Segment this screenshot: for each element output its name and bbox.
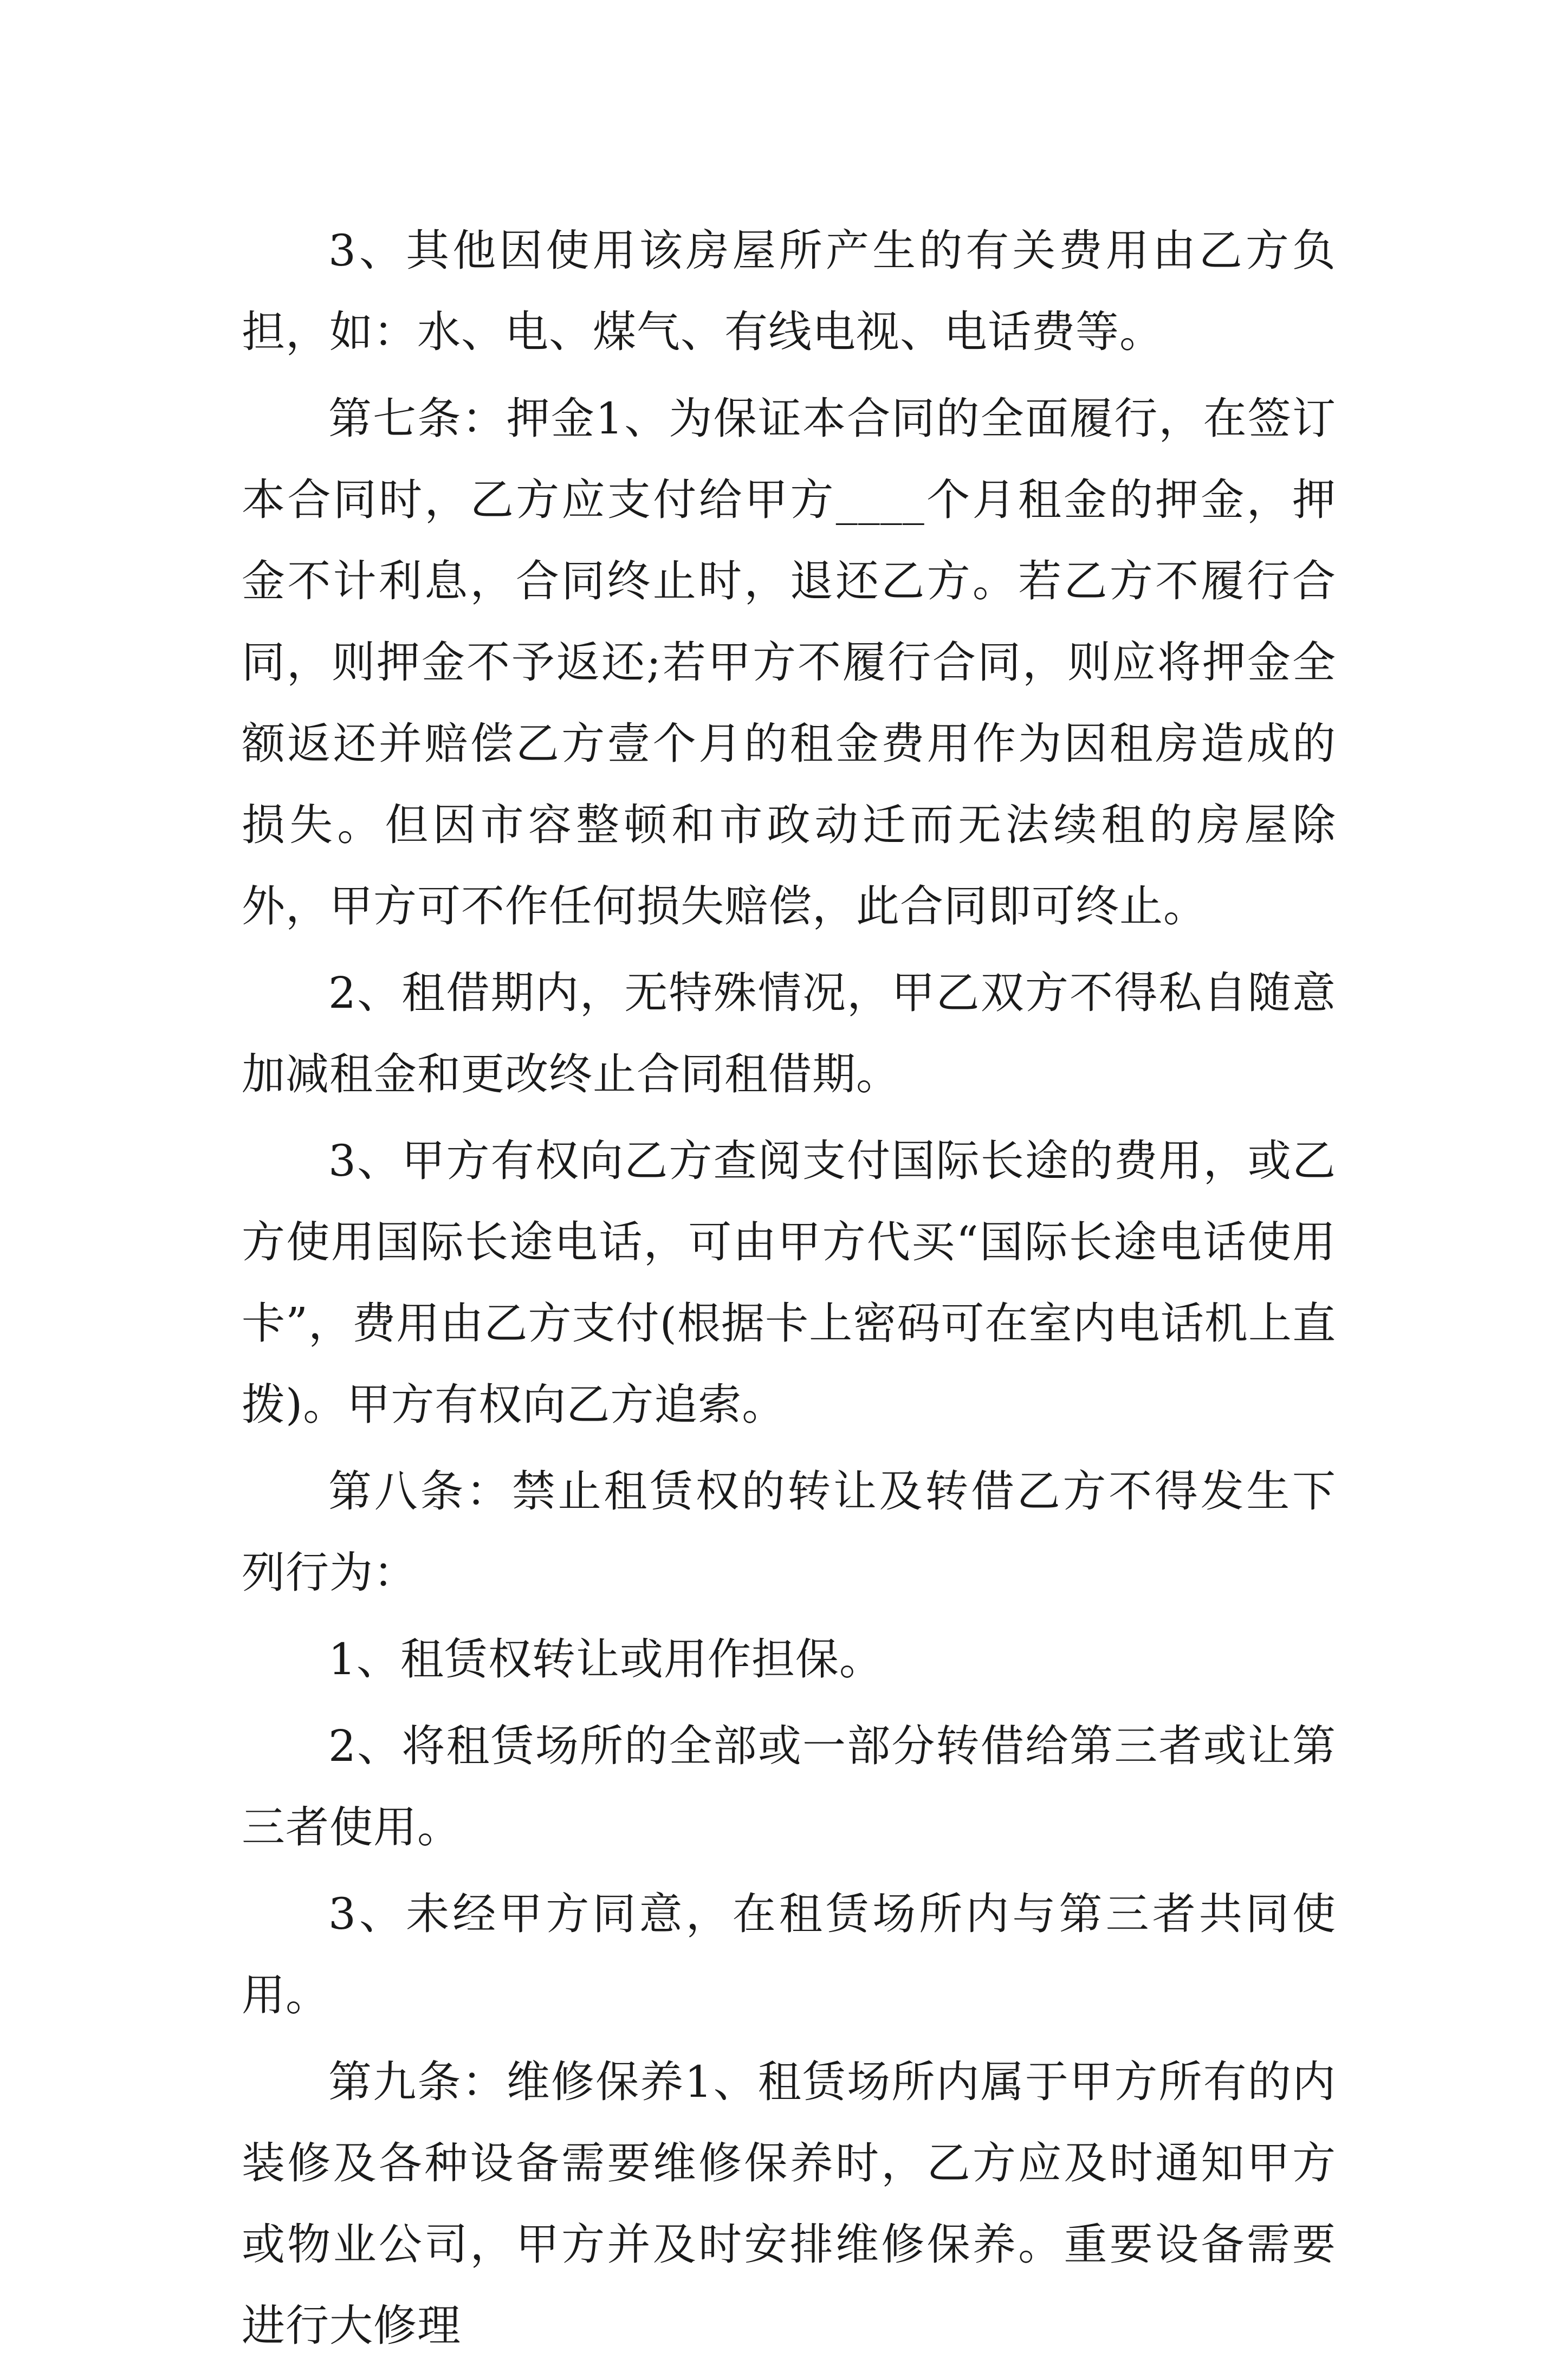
paragraph-article-8-item-3: 3、未经甲方同意，在租赁场所内与第三者共同使用。 [242, 1889, 1336, 2020]
paragraph-article-8-title: 第八条：禁止租赁权的转让及转借乙方不得发生下列行为： [242, 1466, 1336, 1598]
paragraph-fee-burden: 3、其他因使用该房屋所产生的有关费用由乙方负担，如：水、电、煤气、有线电视、电话费等。 [242, 225, 1336, 357]
paragraph-rent-change: 2、租借期内，无特殊情况，甲乙双方不得私自随意加减租金和更改终止合同租借期。 [242, 968, 1336, 1099]
paragraph-article-7-deposit: 第七条：押金1、为保证本合同的全面履行，在签订本合同时，乙方应支付给甲方____个月租金的押金，押金不计利息，合同终止时，退还乙方。若乙方不履行合同，则押金不予返还;若甲方不履行合同，则应将押金全额返还并赔偿乙方壹个月的租金费用作为因租房造成的损失。但因市容整顿和市政动迁而无法续租的房屋除外，甲方可不作任何损失赔偿，此合同即可终止。 [242, 393, 1336, 931]
paragraph-article-8-item-1: 1、租赁权转让或用作担保。 [328, 1634, 883, 1684]
document-body [242, 210, 1336, 2372]
paragraph-article-9-maintenance: 第九条：维修保养1、租赁场所内属于甲方所有的内装修及各种设备需要维修保养时，乙方应及时通知甲方或物业公司，甲方并及时安排维修保养。重要设备需要进行大修理 [242, 2057, 1336, 2351]
paragraph-article-8-item-2: 2、将租赁场所的全部或一部分转借给第三者或让第三者使用。 [242, 1721, 1336, 1852]
paragraph-international-calls: 3、甲方有权向乙方查阅支付国际长途的费用，或乙方使用国际长途电话，可由甲方代买“国际长途电话使用卡”，费用由乙方支付(根据卡上密码可在室内电话机上直拨)。甲方有权向乙方追索。 [242, 1136, 1336, 1430]
